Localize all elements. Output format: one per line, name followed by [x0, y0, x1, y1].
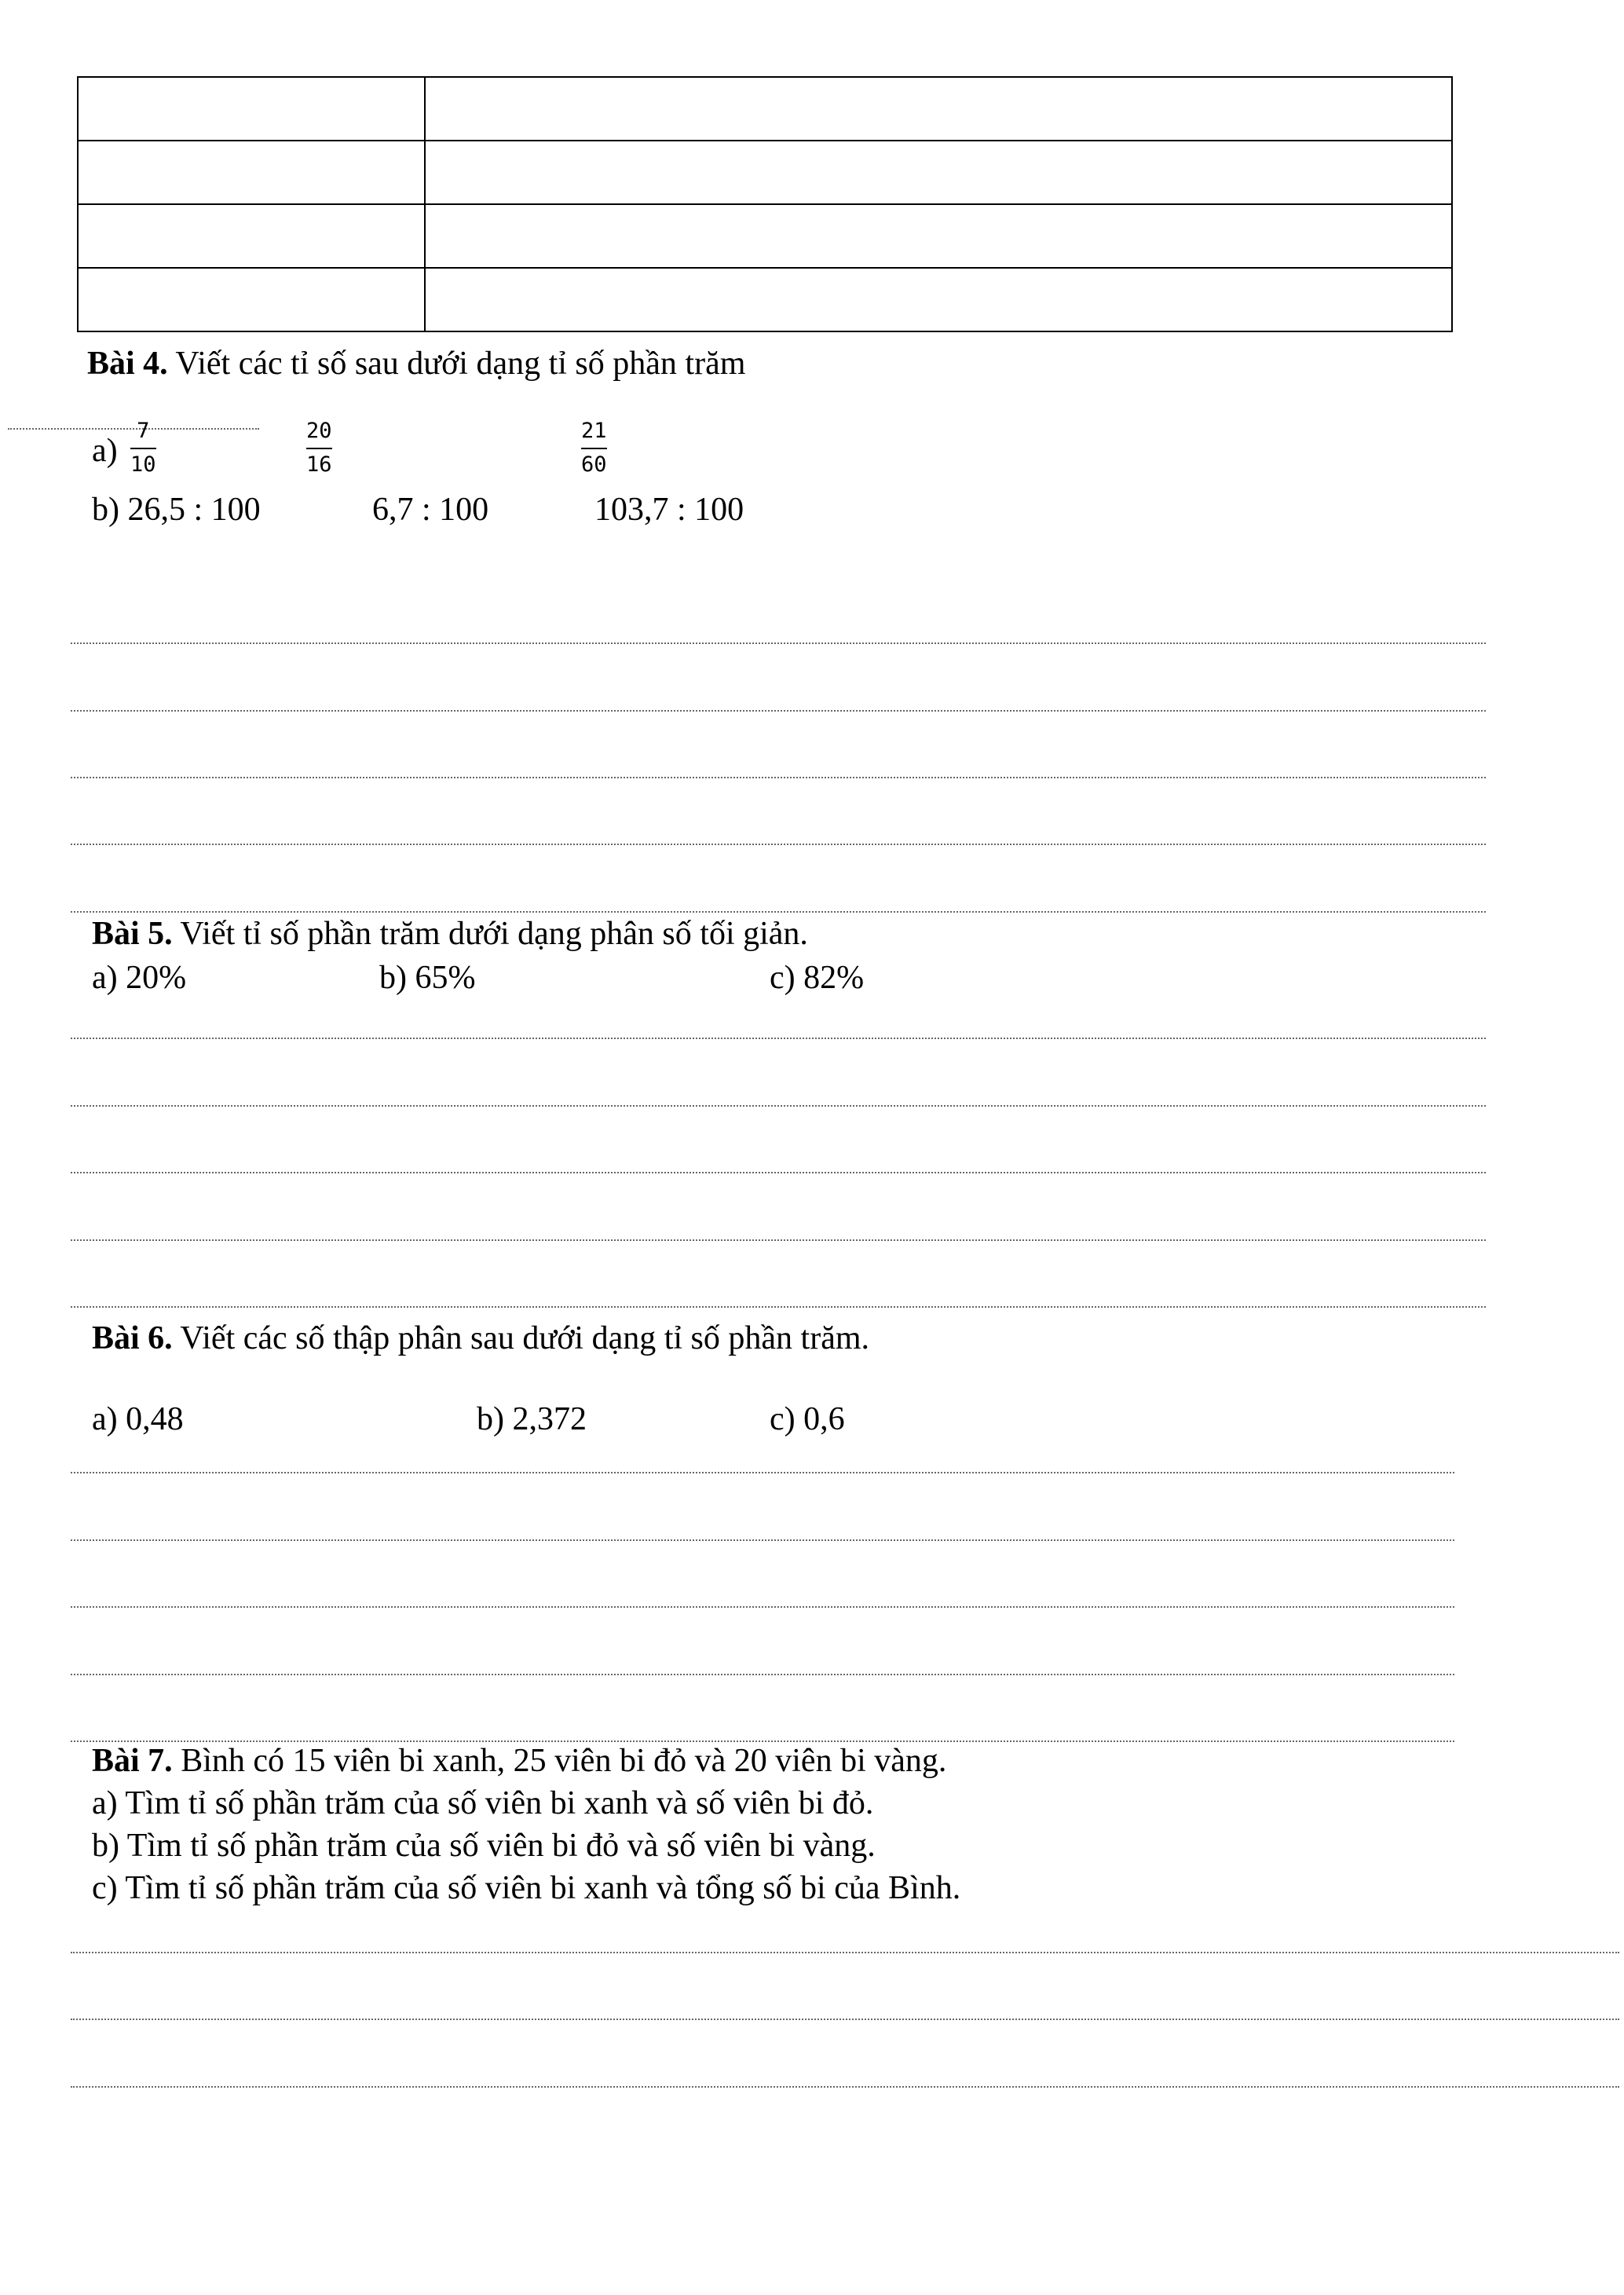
table-cell[interactable] [78, 268, 425, 331]
table-cell[interactable] [425, 141, 1452, 204]
fraction-3-bar [581, 448, 607, 449]
bai6-item-c: c) 0,6 [770, 1401, 845, 1437]
bai5-label: Bài 5. [92, 916, 173, 952]
bai5-text: Viết tỉ số phần trăm dưới dạng phân số tối giản. [172, 916, 808, 952]
answer-line [71, 1740, 1454, 1742]
fraction-2-bar [306, 448, 332, 449]
bai4-b-item-1: b) 26,5 : 100 [92, 492, 261, 528]
bai7-line-b: b) Tìm tỉ số phần trăm của số viên bi đỏ và số viên bi vàng. [92, 1828, 876, 1864]
answer-line [71, 1472, 1454, 1473]
table-cell[interactable] [425, 77, 1452, 141]
bai6-text: Viết các số thập phân sau dưới dạng tỉ số phần trăm. [172, 1320, 869, 1356]
answer-line [71, 2019, 1619, 2020]
bai7-label: Bài 7. [92, 1743, 173, 1779]
fraction-1-numerator: 7 [137, 419, 150, 443]
answer-line [71, 1952, 1619, 1953]
answer-line [71, 1172, 1486, 1173]
bai6-item-b: b) 2,372 [477, 1401, 587, 1437]
bai4-text: Viết các tỉ số sau dưới dạng tỉ số phần trăm [167, 346, 746, 382]
bai6-heading [92, 1322, 869, 1355]
fraction-1-bar [130, 448, 156, 449]
answer-line [71, 1306, 1486, 1308]
fraction-3 [581, 420, 607, 475]
table-cell[interactable] [425, 204, 1452, 268]
bai5-item-b: b) 65% [379, 960, 476, 996]
bai7-line-c: c) Tìm tỉ số phần trăm của số viên bi xanh và tổng số bi của Bình. [92, 1870, 961, 1906]
answer-line [71, 710, 1486, 712]
answer-line [71, 777, 1486, 778]
answer-line [71, 844, 1486, 845]
bai4-label: Bài 4. [87, 346, 168, 382]
fraction-3-numerator: 21 [581, 419, 607, 443]
answer-line [71, 1239, 1486, 1241]
fraction-1-denominator: 10 [130, 452, 156, 477]
fraction-2-numerator: 20 [306, 419, 332, 443]
bai4-heading [87, 347, 745, 380]
bai5-item-a: a) 20% [92, 960, 187, 996]
table-row [78, 204, 1452, 268]
bai6-label: Bài 6. [92, 1320, 173, 1356]
bai7-line-a: a) Tìm tỉ số phần trăm của số viên bi xanh và số viên bi đỏ. [92, 1785, 874, 1821]
answer-line [71, 1674, 1454, 1675]
bai7-heading [92, 1744, 946, 1777]
answer-line [71, 2086, 1619, 2088]
bai6-item-a: a) 0,48 [92, 1401, 184, 1437]
answer-table [77, 76, 1453, 332]
answer-line [71, 911, 1486, 913]
table-cell[interactable] [78, 77, 425, 141]
answer-line [71, 1606, 1454, 1608]
table-row [78, 77, 1452, 141]
bai4-a-label: a) [92, 433, 118, 469]
table-cell[interactable] [78, 141, 425, 204]
table-row [78, 141, 1452, 204]
answer-line [71, 1539, 1454, 1541]
bai4-b-item-3: 103,7 : 100 [594, 492, 744, 528]
answer-line [71, 1038, 1486, 1039]
table-cell[interactable] [425, 268, 1452, 331]
fraction-3-denominator: 60 [581, 452, 607, 477]
bai7-text: Bình có 15 viên bi xanh, 25 viên bi đỏ và 20 viên bi vàng. [172, 1743, 947, 1779]
answer-line [71, 642, 1486, 644]
fraction-1 [130, 420, 156, 475]
bai5-heading [92, 917, 808, 950]
fraction-2 [306, 420, 332, 475]
table-cell[interactable] [78, 204, 425, 268]
table-row [78, 268, 1452, 331]
answer-line [71, 1105, 1486, 1107]
bai5-item-c: c) 82% [770, 960, 865, 996]
fraction-2-denominator: 16 [306, 452, 332, 477]
bai4-b-item-2: 6,7 : 100 [372, 492, 489, 528]
